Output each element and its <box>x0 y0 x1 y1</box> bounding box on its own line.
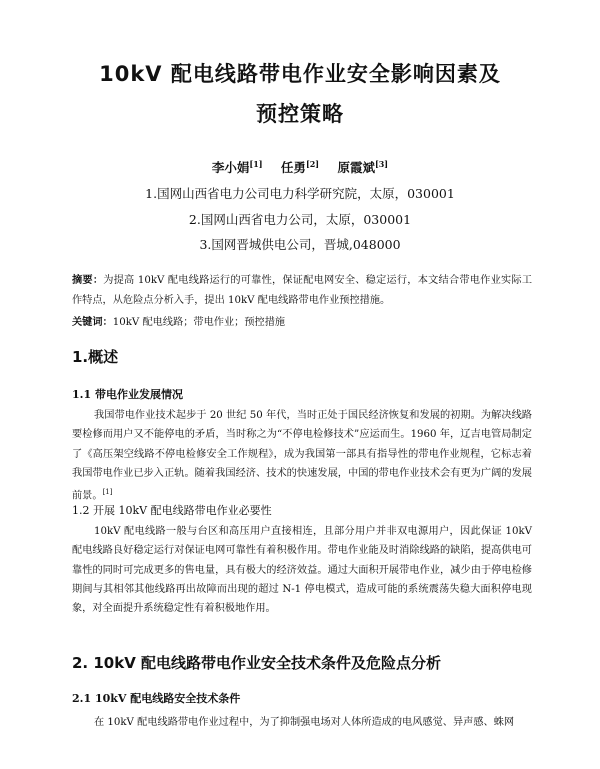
subsection-heading: 1.2 开展 10kV 配电线路带电作业必要性 <box>72 504 272 517</box>
affiliation: 1.国网山西省电力公司电力科学研究院，太原，030001 <box>145 186 455 201</box>
author-ref: [2] <box>305 158 320 169</box>
keywords-text: 10kV 配电线路；带电作业；预控措施 <box>112 317 286 328</box>
section-paragraph <box>72 406 532 506</box>
paragraph-text: 我国带电作业技术起步于 20 世纪 50 年代，当时正处于国民经济恢复和发展的初期。为解决线路要检修而用户又不能停电的矛盾，当时称之为“不停电检修技术”应运而生。1960 年，辽吉电管局制定了《高压架空线路不停电检修安全工作规程》，成为我国第一部具有指导性的带电作业规程，它标志着我国带电作业已步入正轨。随着我国经济、技术的快速发展，中国的带电作业技术会有更为广阔的发展前景。 <box>72 410 532 502</box>
author-name: 李小娟 <box>211 160 250 175</box>
affiliation: 3.国网晋城供电公司，晋城,048000 <box>199 237 401 252</box>
affiliation: 2.国网山西省电力公司，太原，030001 <box>188 212 412 227</box>
paper-title-line1: 10kV 配电线路带电作业安全影响因素及 <box>99 62 501 86</box>
section-heading: 2. 10kV 配电线路带电作业安全技术条件及危险点分析 <box>72 654 442 672</box>
paper-title-line2: 预控策略 <box>256 102 344 126</box>
section-paragraph: 10kV 配电线路一般与台区和高压用户直接相连，且部分用户并非双电源用户，因此保证 10kV 配电线路良好稳定运行对保证电网可靠性有着积极作用。带电作业能及时消除线路的缺陷，提高供电可靠性的同时可完成更多的售电量，具有极大的经济效益。通过大面积开展带电作业，减少由于停电检修期间与其相邻其他线路再出故障而出现的超过 N-1 停电模式，造成可能的系统震荡失稳大面积停电现象，对全面提升系统稳定性有着积极地作用。 <box>72 526 532 615</box>
author-ref: [1] <box>249 158 263 169</box>
author-name: 原霞斌 <box>337 160 375 175</box>
subsection-heading: 2.1 10kV 配电线路安全技术条件 <box>72 692 241 705</box>
citation-ref: [1] <box>102 488 113 497</box>
abstract-text: 为提高 10kV 配电线路运行的可靠性，保证配电网安全、稳定运行，本文结合带电作业实际工作特点，从危险点分析入手，提出 10kV 配电线路带电作业预控措施。 <box>72 275 533 306</box>
author-name: 任勇 <box>280 160 306 175</box>
subsection-heading: 1.1 带电作业发展情况 <box>72 388 183 401</box>
abstract <box>72 271 532 310</box>
section-paragraph: 在 10kV 配电线路带电作业过程中，为了抑制强电场对人体所造成的电风感觉、异声感、蛛网 <box>94 717 515 728</box>
keywords <box>72 313 532 333</box>
author-list <box>0 158 600 176</box>
keywords-label: 关键词： <box>72 316 113 328</box>
author-ref: [3] <box>374 158 389 169</box>
section-heading: 1.概述 <box>72 348 119 366</box>
abstract-label: 摘要： <box>72 274 104 286</box>
